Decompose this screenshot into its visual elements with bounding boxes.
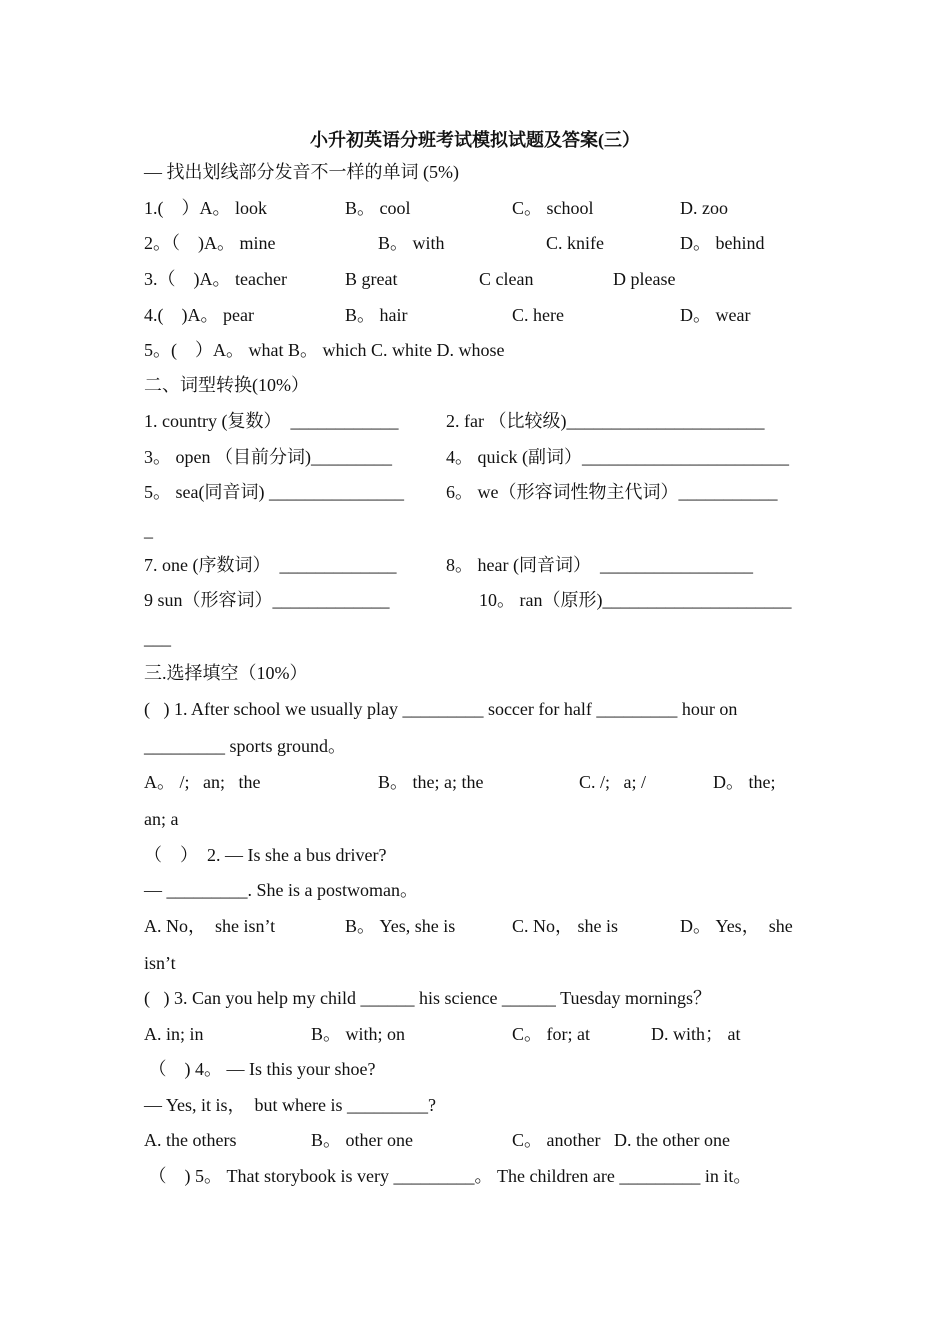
question-stem: 4.( )A。 pear bbox=[144, 305, 254, 325]
exercise-item: 9 sun（形容词）_____________ bbox=[144, 590, 390, 610]
option: B。 cool bbox=[345, 198, 411, 218]
question-stem: — Yes, it is， but where is _________? bbox=[144, 1095, 436, 1115]
question-stem: （ ） 2. — Is she a bus driver? bbox=[144, 845, 387, 865]
option: B。 hair bbox=[345, 305, 408, 325]
option: D. with； at bbox=[651, 1024, 741, 1044]
exercise-item: 6。 we（形容词性物主代词）___________ bbox=[446, 482, 778, 502]
option: A. in; in bbox=[144, 1024, 204, 1044]
exercise-item: 1. country (复数） ____________ bbox=[144, 411, 399, 431]
question-stem: 3.（ )A。 teacher bbox=[144, 269, 287, 289]
option: C。 for; at bbox=[512, 1024, 590, 1044]
option: C. No， she is bbox=[512, 916, 619, 936]
question-stem: （ ) 4。 — Is this your shoe? bbox=[144, 1059, 376, 1079]
question-stem: ( ) 1. After school we usually play _________ soccer for half _________ hour on bbox=[144, 699, 738, 719]
option: D。 Yes， she bbox=[680, 916, 793, 936]
option: D。 wear bbox=[680, 305, 751, 325]
option: C. here bbox=[512, 305, 564, 325]
exercise-item: 5。 sea(同音词) _______________ bbox=[144, 482, 404, 502]
option: B。 the; a; the bbox=[378, 772, 484, 792]
option: A. the others bbox=[144, 1130, 237, 1150]
question-stem: 2。（ )A。 mine bbox=[144, 233, 276, 253]
option-continued: isn’t bbox=[144, 953, 176, 973]
question-stem: ( ) 3. Can you help my child ______ his science ______ Tuesday mornings？ bbox=[144, 988, 711, 1008]
question-stem: — _________. She is a postwoman。 bbox=[144, 880, 418, 900]
exercise-item: 3。 open （目前分词)_________ bbox=[144, 447, 392, 467]
section-heading: 三.选择填空（10%） bbox=[144, 663, 308, 683]
option: D。 the; bbox=[713, 772, 776, 792]
exercise-item-continued: _ bbox=[144, 520, 153, 540]
page-title: 小升初英语分班考试模拟试题及答案(三） bbox=[310, 130, 640, 150]
option-continued: an; a bbox=[144, 809, 179, 829]
exercise-item-continued: ___ bbox=[144, 628, 171, 648]
question-stem: 5。( ）A。 what B。 which C. white D. whose bbox=[144, 340, 505, 360]
exercise-item: 4。 quick (副词）_______________________ bbox=[446, 447, 789, 467]
exercise-item: 10。 ran（原形)_____________________ bbox=[479, 590, 792, 610]
option: C. knife bbox=[546, 233, 604, 253]
section-heading: 二、词型转换(10%） bbox=[144, 375, 309, 395]
question-stem: 1.( ）A。 look bbox=[144, 198, 267, 218]
option: D. zoo bbox=[680, 198, 728, 218]
option: D please bbox=[613, 269, 676, 289]
option: C clean bbox=[479, 269, 534, 289]
exercise-item: 7. one (序数词） _____________ bbox=[144, 555, 397, 575]
option: C。 school bbox=[512, 198, 594, 218]
option: D。 behind bbox=[680, 233, 765, 253]
question-stem: （ ) 5。 That storybook is very _________。 The children are _________ in it。 bbox=[144, 1166, 752, 1186]
option: C。 another D. the other one bbox=[512, 1130, 730, 1150]
option: A。 /; an; the bbox=[144, 772, 261, 792]
option: B。 other one bbox=[311, 1130, 413, 1150]
exercise-item: 2. far （比较级)______________________ bbox=[446, 411, 765, 431]
section-heading: — 找出划线部分发音不一样的单词 (5%) bbox=[144, 162, 459, 182]
option: B。 with; on bbox=[311, 1024, 406, 1044]
exercise-item: 8。 hear (同音词） _________________ bbox=[446, 555, 753, 575]
option: B great bbox=[345, 269, 398, 289]
option: C. /; a; / bbox=[579, 772, 646, 792]
option: B。 with bbox=[378, 233, 445, 253]
option: B。 Yes, she is bbox=[345, 916, 456, 936]
option: A. No， she isn’t bbox=[144, 916, 276, 936]
question-stem: _________ sports ground。 bbox=[144, 736, 346, 756]
